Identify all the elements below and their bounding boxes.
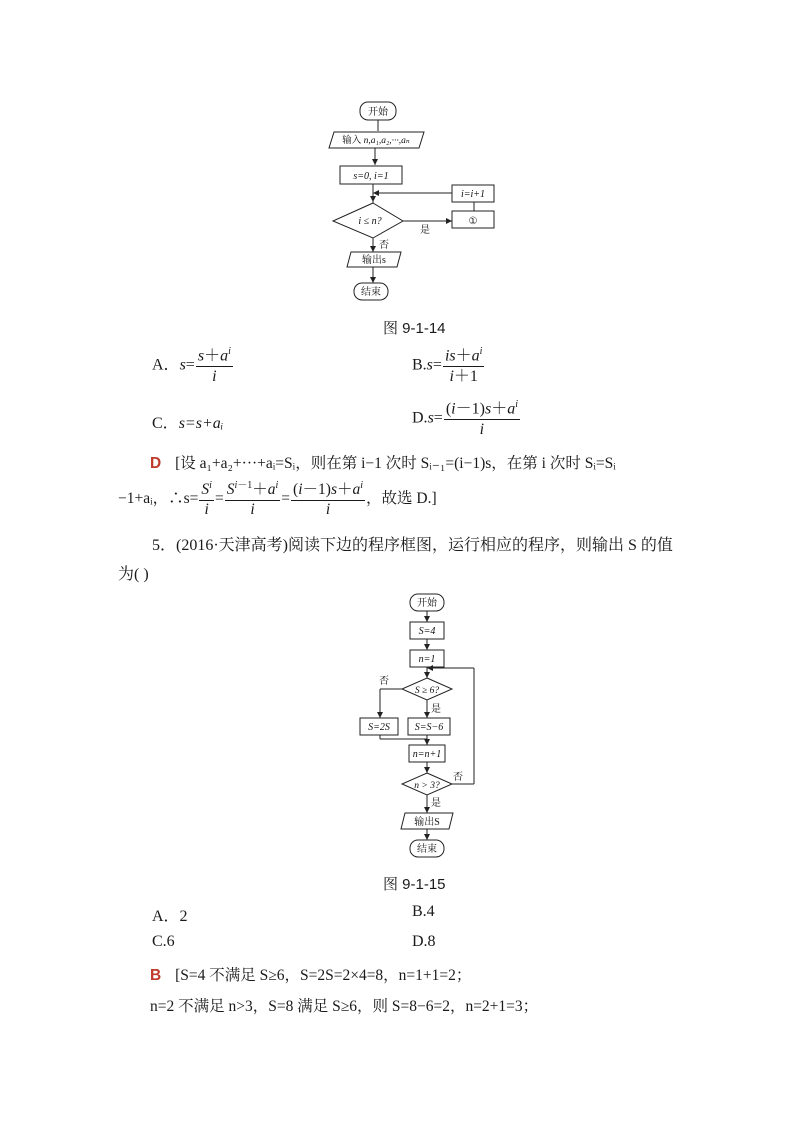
- q4-option-d-label: D.: [412, 409, 428, 427]
- q4-answer-text1: [设 a₁+a₂+···+aᵢ=Sᵢ，则在第 i−1 次时 Sᵢ₋₁=(i−1)s，在第 i 次时 Sᵢ=Sᵢ: [175, 455, 616, 472]
- fc2-end-label: 结束: [417, 844, 437, 855]
- q4-option-d: D.s= $\frac{(i-1)s+a^i}{i}$: [412, 399, 518, 438]
- q5-answer-letter: B: [150, 967, 162, 984]
- q5-answer-line1: [150, 963, 471, 985]
- fc2-cond1-label: S ≥ 6?: [414, 686, 440, 696]
- flowchart-9-1-15: [350, 588, 490, 864]
- fc1-end-label: 结束: [361, 287, 381, 298]
- q4-option-b: B.s= $\frac{is+a^i}{i+1}$: [412, 346, 483, 385]
- fc2-left-box-label: S=2S: [368, 722, 390, 733]
- fc2-inc-label: n=n+1: [412, 749, 442, 760]
- q5-option-c: C.6: [152, 933, 175, 950]
- fc2-yes2-label: 是: [431, 798, 441, 809]
- q5-stem-line2: 为( ): [118, 566, 149, 583]
- q4-option-b-label: B.: [412, 356, 427, 374]
- fc1-start-label: 开始: [368, 107, 388, 118]
- svg-text:输入 n,a₁,a₂,···,aₙ: [342, 134, 410, 146]
- fc2-start-label: 开始: [417, 598, 437, 609]
- fc2-yes1-label: 是: [431, 704, 441, 715]
- q5-option-b: B.4: [412, 903, 435, 920]
- fc2-no1-label: 否: [379, 676, 389, 687]
- figure-caption-1: 图 9-1-14: [383, 320, 446, 337]
- q5-option-a: A．2: [152, 908, 188, 925]
- q4-answer-prefix: −1+aᵢ，∴s=: [118, 490, 199, 508]
- fc1-output-label: 输出s: [362, 255, 386, 266]
- q4-answer-suffix: ，故选 D.]: [366, 490, 437, 508]
- q4-option-a: A．s= $\frac{s+a^i}{i}$: [152, 346, 231, 385]
- q4-answer-letter: D: [150, 455, 162, 472]
- q4-option-c-label: C．: [152, 415, 179, 432]
- q4-answer-line2: −1+aᵢ，∴s= $\frac{S^i}{i}$ = $\frac{S^{i-1}+a^i}{i}$ = $\frac{(i-1)s+a^i}{i}$ ，故选 D.]: [118, 480, 437, 518]
- q5-answer-text1: [S=4 不满足 S≥6，S=2S=2×4=8，n=1+1=2；: [175, 967, 472, 984]
- q4-answer-line1: [150, 451, 616, 473]
- fc2-right-box-label: S=S−6: [414, 722, 444, 733]
- q4-option-a-label: A．: [152, 356, 180, 374]
- fc1-init-label: s=0, i=1: [353, 171, 389, 182]
- q4-option-c: [152, 410, 223, 433]
- fc1-cond-label: i ≤ n?: [358, 216, 382, 227]
- fc1-yes-label: 是: [420, 225, 430, 236]
- q5-answer-line2: n=2 不满足 n>3，S=8 满足 S≥6，则 S=8−6=2，n=2+1=3；: [150, 998, 539, 1015]
- fc2-n-init-label: n=1: [418, 654, 436, 665]
- fc1-input-vars: n,a₁,a₂,···,aₙ: [363, 136, 410, 146]
- flowchart-9-1-14: [320, 95, 510, 305]
- fc1-blank-label: ①: [468, 216, 478, 227]
- fc1-no-label: 否: [379, 240, 389, 251]
- fc2-cond2-label: n > 3?: [414, 781, 440, 791]
- fc2-no2-label: 否: [453, 772, 463, 783]
- fc1-input-prefix: 输入: [342, 136, 364, 146]
- fc2-s-init-label: S=4: [418, 626, 436, 637]
- fc2-output-label: 输出S: [414, 817, 440, 828]
- q5-stem-line1: 5．(2016·天津高考)阅读下边的程序框图，运行相应的程序，则输出 S 的值: [152, 537, 673, 554]
- q4-option-c-text: s=s+aᵢ: [178, 415, 224, 432]
- q5-option-d: D.8: [412, 933, 436, 950]
- fc1-increment-label: i=i+1: [460, 189, 486, 200]
- figure-caption-2: 图 9-1-15: [383, 876, 446, 893]
